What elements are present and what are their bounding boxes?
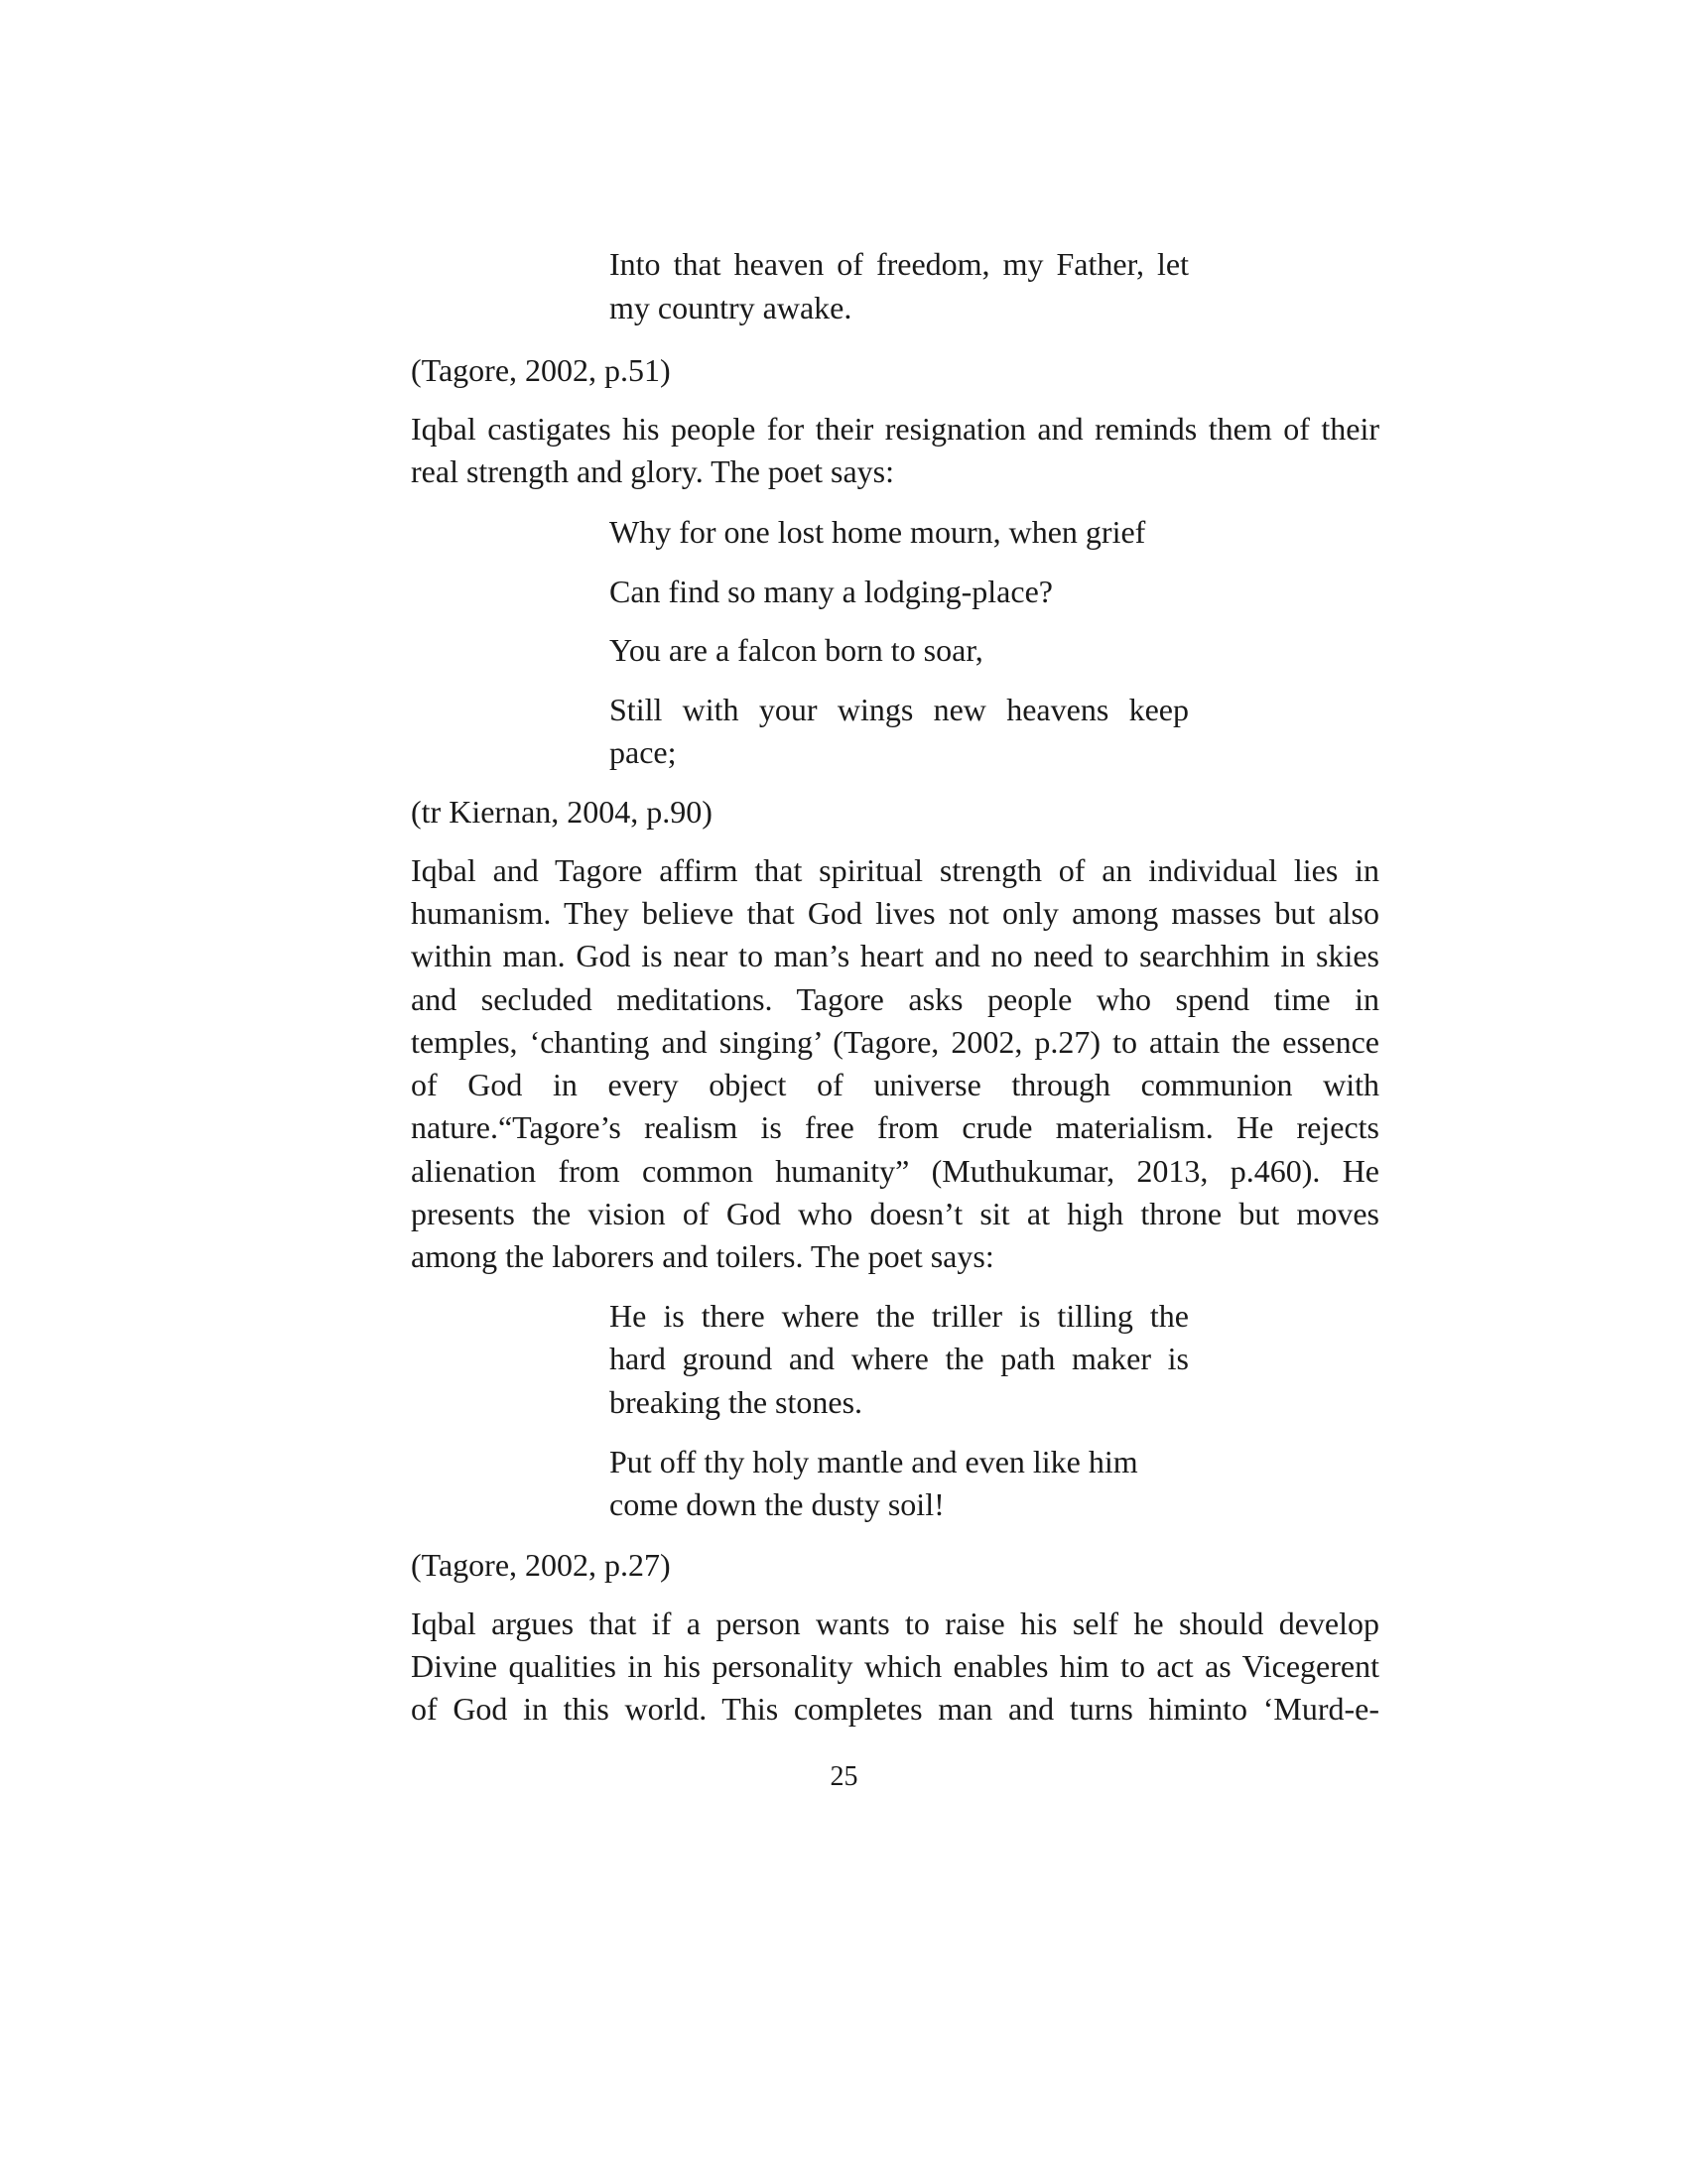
- paragraph-line: of God in every object of universe through communion with: [411, 1067, 1379, 1102]
- paragraph-line: presents the vision of God who doesn’t sit at high throne but moves: [411, 1196, 1379, 1231]
- verse-line: Why for one lost home mourn, when grief: [609, 514, 1146, 550]
- page-number: 25: [830, 1761, 858, 1792]
- verse-line: You are a falcon born to soar,: [609, 632, 983, 668]
- verse-line: come down the dusty soil!: [609, 1486, 945, 1522]
- paragraph-line: temples, ‘chanting and singing’ (Tagore, 2002, p.27) to attain the essence: [411, 1024, 1379, 1060]
- citation: (Tagore, 2002, p.27): [411, 1547, 671, 1583]
- paragraph-line: Iqbal and Tagore affirm that spiritual strength of an individual lies in: [411, 852, 1379, 888]
- verse-line: Put off thy holy mantle and even like him: [609, 1444, 1138, 1479]
- verse-line: my country awake.: [609, 290, 852, 325]
- paragraph-line: among the laborers and toilers. The poet says:: [411, 1238, 994, 1274]
- paragraph-line: humanism. They believe that God lives not only among masses but also: [411, 895, 1379, 931]
- verse-line: Into that heaven of freedom, my Father, let: [609, 246, 1189, 282]
- paragraph-line: of God in this world. This completes man and turns himinto ‘Murd-e-: [411, 1691, 1379, 1727]
- citation: (tr Kiernan, 2004, p.90): [411, 794, 713, 830]
- verse-line: breaking the stones.: [609, 1384, 863, 1420]
- verse-line: Can find so many a lodging-place?: [609, 574, 1053, 609]
- verse-line: pace;: [609, 734, 677, 770]
- paragraph-line: real strength and glory. The poet says:: [411, 453, 894, 489]
- paragraph-line: Divine qualities in his personality which enables him to act as Vicegerent: [411, 1648, 1379, 1684]
- paragraph-line: Iqbal castigates his people for their resignation and reminds them of their: [411, 411, 1379, 447]
- paragraph-line: Iqbal argues that if a person wants to raise his self he should develop: [411, 1606, 1379, 1641]
- verse-line: He is there where the triller is tilling the: [609, 1298, 1189, 1334]
- paragraph-line: nature.“Tagore’s realism is free from crude materialism. He rejects: [411, 1109, 1379, 1145]
- paragraph-line: alienation from common humanity” (Muthukumar, 2013, p.460). He: [411, 1153, 1379, 1189]
- citation: (Tagore, 2002, p.51): [411, 352, 671, 388]
- verse-line: Still with your wings new heavens keep: [609, 692, 1189, 727]
- paragraph-line: and secluded meditations. Tagore asks people who spend time in: [411, 981, 1379, 1017]
- paragraph-line: within man. God is near to man’s heart and no need to searchhim in skies: [411, 938, 1379, 973]
- verse-line: hard ground and where the path maker is: [609, 1341, 1189, 1376]
